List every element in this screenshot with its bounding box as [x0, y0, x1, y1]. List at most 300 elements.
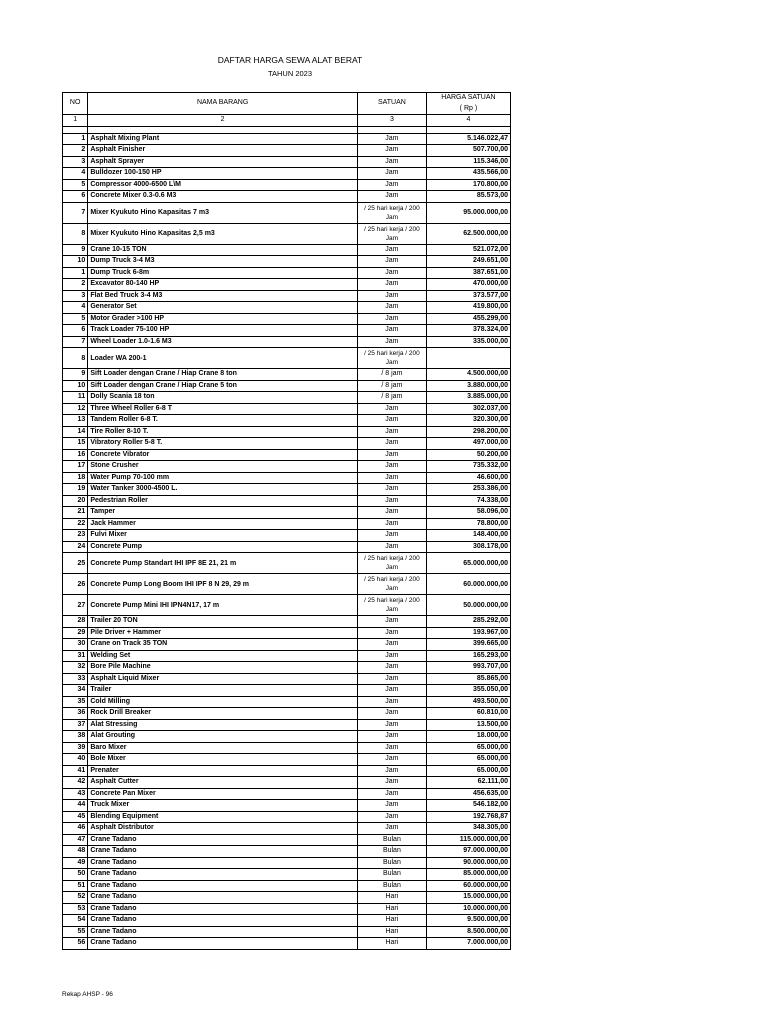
row-price: 387.651,00	[426, 267, 510, 279]
table-row	[63, 495, 511, 507]
table-row	[63, 834, 511, 846]
row-price: 115.346,00	[426, 156, 510, 168]
row-no: 6	[63, 325, 88, 337]
row-no: 32	[63, 662, 88, 674]
row-unit: Jam	[357, 708, 426, 720]
row-name: Wheel Loader 1.0-1.6 M3	[88, 336, 358, 348]
row-unit: Jam	[357, 685, 426, 697]
table-row	[63, 777, 511, 789]
row-no: 26	[63, 574, 88, 595]
row-price: 4.500.000,00	[426, 369, 510, 381]
table-row	[63, 846, 511, 858]
row-no: 53	[63, 903, 88, 915]
row-price: 5.146.022,47	[426, 133, 510, 145]
row-unit: Jam	[357, 313, 426, 325]
table-row	[63, 595, 511, 616]
row-price: 249.651,00	[426, 256, 510, 268]
row-price: 493.500,00	[426, 696, 510, 708]
row-name: Pedestrian Roller	[88, 495, 358, 507]
col-index-2: 2	[88, 115, 358, 127]
row-no: 50	[63, 869, 88, 881]
row-name: Three Wheel Roller 6-8 T	[88, 403, 358, 415]
row-price: 253.386,00	[426, 484, 510, 496]
row-name: Blending Equipment	[88, 811, 358, 823]
row-name: Fulvi Mixer	[88, 530, 358, 542]
row-no: 16	[63, 449, 88, 461]
row-unit: Jam	[357, 403, 426, 415]
row-name: Rock Drill Breaker	[88, 708, 358, 720]
table-row	[63, 915, 511, 927]
row-name: Tamper	[88, 507, 358, 519]
row-name: Stone Crusher	[88, 461, 358, 473]
row-price: 85.573,00	[426, 191, 510, 203]
row-unit: / 25 hari kerja / 200 Jam	[357, 223, 426, 244]
table-row	[63, 290, 511, 302]
table-row	[63, 742, 511, 754]
row-name: Compressor 4000-6500 L\M	[88, 179, 358, 191]
row-no: 9	[63, 369, 88, 381]
table-row	[63, 449, 511, 461]
spacer-cell	[88, 126, 358, 133]
row-no: 14	[63, 426, 88, 438]
row-price: 15.000.000,00	[426, 892, 510, 904]
row-unit: Jam	[357, 325, 426, 337]
row-name: Sift Loader dengan Crane / Hiap Crane 8 ton	[88, 369, 358, 381]
row-unit: Jam	[357, 731, 426, 743]
row-unit: Jam	[357, 541, 426, 553]
table-row	[63, 673, 511, 685]
row-price: 302.037,00	[426, 403, 510, 415]
row-no: 7	[63, 336, 88, 348]
row-no: 23	[63, 530, 88, 542]
row-unit: Hari	[357, 915, 426, 927]
row-price: 95.000.000,00	[426, 202, 510, 223]
row-name: Crane Tadano	[88, 834, 358, 846]
row-name: Concrete Pump Standart IHI IPF 8E 21, 21 m	[88, 553, 358, 574]
table-row	[63, 244, 511, 256]
table-row	[63, 461, 511, 473]
row-unit: / 25 hari kerja / 200 Jam	[357, 348, 426, 369]
table-row	[63, 369, 511, 381]
row-unit: Bulan	[357, 846, 426, 858]
row-name: Baro Mixer	[88, 742, 358, 754]
row-unit: Jam	[357, 133, 426, 145]
row-no: 13	[63, 415, 88, 427]
row-name: Crane 10-15 TON	[88, 244, 358, 256]
row-unit: Jam	[357, 244, 426, 256]
row-name: Crane Tadano	[88, 880, 358, 892]
table-row	[63, 380, 511, 392]
row-no: 46	[63, 823, 88, 835]
row-no: 29	[63, 627, 88, 639]
row-name: Crane Tadano	[88, 915, 358, 927]
row-unit: / 8 jam	[357, 392, 426, 404]
row-name: Asphalt Distributor	[88, 823, 358, 835]
table-row	[63, 754, 511, 766]
table-row	[63, 191, 511, 203]
row-unit: Jam	[357, 495, 426, 507]
row-name: Alat Grouting	[88, 731, 358, 743]
row-no: 19	[63, 484, 88, 496]
row-no: 3	[63, 290, 88, 302]
row-no: 1	[63, 267, 88, 279]
row-unit: Hari	[357, 892, 426, 904]
row-no: 54	[63, 915, 88, 927]
row-price: 373.577,00	[426, 290, 510, 302]
table-row	[63, 823, 511, 835]
row-name: Cold Milling	[88, 696, 358, 708]
table-row	[63, 731, 511, 743]
row-no: 10	[63, 256, 88, 268]
row-price: 148.400,00	[426, 530, 510, 542]
row-name: Asphalt Sprayer	[88, 156, 358, 168]
spacer-cell	[357, 126, 426, 133]
row-price: 298.200,00	[426, 426, 510, 438]
table-row	[63, 541, 511, 553]
row-no: 37	[63, 719, 88, 731]
row-name: Asphalt Cutter	[88, 777, 358, 789]
table-row	[63, 857, 511, 869]
row-price: 62.500.000,00	[426, 223, 510, 244]
row-price: 9.500.000,00	[426, 915, 510, 927]
row-name: Water Pump 70-100 mm	[88, 472, 358, 484]
table-row	[63, 267, 511, 279]
row-price: 546.182,00	[426, 800, 510, 812]
row-no: 45	[63, 811, 88, 823]
row-price	[426, 348, 510, 369]
row-unit: Jam	[357, 279, 426, 291]
row-no: 17	[63, 461, 88, 473]
row-price: 50.200,00	[426, 449, 510, 461]
row-no: 41	[63, 765, 88, 777]
row-unit: Jam	[357, 662, 426, 674]
row-price: 355.050,00	[426, 685, 510, 697]
row-name: Vibratory Roller 5-8 T.	[88, 438, 358, 450]
row-unit: Jam	[357, 156, 426, 168]
document-subtitle: TAHUN 2023	[267, 69, 313, 78]
row-unit: Jam	[357, 472, 426, 484]
table-row	[63, 392, 511, 404]
row-name: Concrete Vibrator	[88, 449, 358, 461]
row-no: 8	[63, 223, 88, 244]
row-no: 35	[63, 696, 88, 708]
table-row	[63, 708, 511, 720]
row-price: 378.324,00	[426, 325, 510, 337]
row-no: 8	[63, 348, 88, 369]
table-row	[63, 685, 511, 697]
row-no: 5	[63, 313, 88, 325]
row-price: 74.338,00	[426, 495, 510, 507]
row-unit: Jam	[357, 415, 426, 427]
row-unit: Jam	[357, 168, 426, 180]
table-row	[63, 696, 511, 708]
spacer-row	[63, 126, 511, 133]
row-unit: Jam	[357, 530, 426, 542]
table-body	[63, 133, 511, 949]
table-row	[63, 903, 511, 915]
row-price: 399.665,00	[426, 639, 510, 651]
row-price: 335.000,00	[426, 336, 510, 348]
row-no: 51	[63, 880, 88, 892]
header-price-line1: HARGA SATUAN	[441, 94, 496, 101]
table-row	[63, 650, 511, 662]
row-unit: Jam	[357, 811, 426, 823]
row-unit: Jam	[357, 461, 426, 473]
row-unit: Jam	[357, 616, 426, 628]
row-unit: Jam	[357, 484, 426, 496]
row-price: 85.000.000,00	[426, 869, 510, 881]
table-row	[63, 507, 511, 519]
row-price: 60.000.000,00	[426, 880, 510, 892]
row-unit: Jam	[357, 650, 426, 662]
table-row	[63, 869, 511, 881]
row-unit: Jam	[357, 290, 426, 302]
row-no: 9	[63, 244, 88, 256]
row-price: 60.000.000,00	[426, 574, 510, 595]
row-name: Tire Roller 8-10 T.	[88, 426, 358, 438]
row-unit: Jam	[357, 145, 426, 157]
row-unit: Jam	[357, 426, 426, 438]
table-row	[63, 472, 511, 484]
row-unit: Jam	[357, 765, 426, 777]
row-name: Excavator 80-140 HP	[88, 279, 358, 291]
table-row	[63, 938, 511, 950]
row-name: Water Tanker 3000-4500 L.	[88, 484, 358, 496]
row-price: 50.000.000,00	[426, 595, 510, 616]
row-price: 65.000,00	[426, 754, 510, 766]
table-row	[63, 574, 511, 595]
row-no: 2	[63, 145, 88, 157]
row-unit: Hari	[357, 938, 426, 950]
table-row	[63, 415, 511, 427]
row-no: 42	[63, 777, 88, 789]
row-no: 31	[63, 650, 88, 662]
row-name: Crane Tadano	[88, 926, 358, 938]
row-no: 48	[63, 846, 88, 858]
row-unit: Jam	[357, 256, 426, 268]
row-price: 735.332,00	[426, 461, 510, 473]
table-row	[63, 336, 511, 348]
table-row	[63, 616, 511, 628]
table-row	[63, 800, 511, 812]
row-name: Alat Stressing	[88, 719, 358, 731]
row-price: 455.299,00	[426, 313, 510, 325]
row-name: Mixer Kyukuto Hino Kapasitas 2,5 m3	[88, 223, 358, 244]
row-unit: Jam	[357, 449, 426, 461]
row-unit: Jam	[357, 673, 426, 685]
row-name: Pile Driver + Hammer	[88, 627, 358, 639]
row-unit: Jam	[357, 777, 426, 789]
row-no: 52	[63, 892, 88, 904]
price-table	[62, 92, 511, 950]
table-row	[63, 627, 511, 639]
row-unit: / 25 hari kerja / 200 Jam	[357, 595, 426, 616]
row-price: 170.800,00	[426, 179, 510, 191]
row-price: 308.178,00	[426, 541, 510, 553]
row-name: Concrete Pan Mixer	[88, 788, 358, 800]
row-no: 15	[63, 438, 88, 450]
row-name: Crane Tadano	[88, 857, 358, 869]
row-name: Asphalt Mixing Plant	[88, 133, 358, 145]
row-no: 12	[63, 403, 88, 415]
row-no: 27	[63, 595, 88, 616]
row-unit: Hari	[357, 903, 426, 915]
row-no: 44	[63, 800, 88, 812]
row-price: 419.800,00	[426, 302, 510, 314]
row-unit: / 25 hari kerja / 200 Jam	[357, 202, 426, 223]
table-row	[63, 179, 511, 191]
table-row	[63, 223, 511, 244]
table-row	[63, 719, 511, 731]
row-no: 22	[63, 518, 88, 530]
row-name: Crane Tadano	[88, 869, 358, 881]
row-price: 90.000.000,00	[426, 857, 510, 869]
row-name: Concrete Pump	[88, 541, 358, 553]
row-name: Asphalt Liquid Mixer	[88, 673, 358, 685]
row-name: Bulldozer 100-150 HP	[88, 168, 358, 180]
row-price: 165.293,00	[426, 650, 510, 662]
col-index-4: 4	[426, 115, 510, 127]
page-footer: Rekap AHSP - 96	[62, 991, 113, 998]
table-row	[63, 202, 511, 223]
row-unit: / 25 hari kerja / 200 Jam	[357, 553, 426, 574]
row-price: 192.768,87	[426, 811, 510, 823]
table-row	[63, 484, 511, 496]
table-row	[63, 553, 511, 574]
table-header-row	[63, 93, 511, 115]
row-price: 10.000.000,00	[426, 903, 510, 915]
row-unit: Jam	[357, 823, 426, 835]
column-index-row	[63, 115, 511, 127]
row-name: Trailer	[88, 685, 358, 697]
row-price: 507.700,00	[426, 145, 510, 157]
row-name: Crane Tadano	[88, 846, 358, 858]
row-price: 97.000.000,00	[426, 846, 510, 858]
row-unit: Jam	[357, 336, 426, 348]
row-name: Crane Tadano	[88, 903, 358, 915]
row-price: 285.292,00	[426, 616, 510, 628]
table-row	[63, 256, 511, 268]
row-no: 10	[63, 380, 88, 392]
table-row	[63, 880, 511, 892]
row-name: Motor Grader >100 HP	[88, 313, 358, 325]
row-price: 18.000,00	[426, 731, 510, 743]
header-unit: SATUAN	[357, 93, 426, 115]
row-unit: Jam	[357, 639, 426, 651]
row-unit: Jam	[357, 438, 426, 450]
row-name: Trailer 20 TON	[88, 616, 358, 628]
header-no: NO	[63, 93, 88, 115]
row-price: 435.566,00	[426, 168, 510, 180]
table-row	[63, 403, 511, 415]
row-unit: / 25 hari kerja / 200 Jam	[357, 574, 426, 595]
row-price: 78.800,00	[426, 518, 510, 530]
row-unit: Jam	[357, 754, 426, 766]
row-unit: Jam	[357, 179, 426, 191]
row-no: 33	[63, 673, 88, 685]
header-price	[426, 93, 510, 115]
row-unit: Jam	[357, 191, 426, 203]
row-price: 993.707,00	[426, 662, 510, 674]
table-row	[63, 325, 511, 337]
row-no: 56	[63, 938, 88, 950]
row-no: 4	[63, 302, 88, 314]
row-price: 3.880.000,00	[426, 380, 510, 392]
row-name: Prenater	[88, 765, 358, 777]
row-no: 5	[63, 179, 88, 191]
row-price: 7.000.000,00	[426, 938, 510, 950]
row-name: Loader WA 200-1	[88, 348, 358, 369]
table-row	[63, 530, 511, 542]
row-name: Dump Truck 6-8m	[88, 267, 358, 279]
table-row	[63, 892, 511, 904]
col-index-1: 1	[63, 115, 88, 127]
row-price: 65.000,00	[426, 765, 510, 777]
row-unit: Hari	[357, 926, 426, 938]
row-no: 36	[63, 708, 88, 720]
row-unit: Jam	[357, 302, 426, 314]
row-no: 7	[63, 202, 88, 223]
table-row	[63, 348, 511, 369]
table-row	[63, 313, 511, 325]
row-no: 39	[63, 742, 88, 754]
row-price: 521.072,00	[426, 244, 510, 256]
row-no: 2	[63, 279, 88, 291]
row-unit: Bulan	[357, 834, 426, 846]
row-unit: Jam	[357, 800, 426, 812]
row-name: Crane on Track 35 TON	[88, 639, 358, 651]
table-row	[63, 426, 511, 438]
table-row	[63, 168, 511, 180]
row-name: Concrete Mixer 0.3-0.6 M3	[88, 191, 358, 203]
row-price: 60.810,00	[426, 708, 510, 720]
row-unit: Bulan	[357, 857, 426, 869]
row-unit: Jam	[357, 507, 426, 519]
row-price: 65.000.000,00	[426, 553, 510, 574]
row-name: Sift Loader dengan Crane / Hiap Crane 5 ton	[88, 380, 358, 392]
row-name: Bole Mixer	[88, 754, 358, 766]
row-unit: Jam	[357, 518, 426, 530]
row-price: 115.000.000,00	[426, 834, 510, 846]
document-title: DAFTAR HARGA SEWA ALAT BERAT	[217, 55, 363, 65]
row-no: 24	[63, 541, 88, 553]
row-price: 470.000,00	[426, 279, 510, 291]
row-no: 6	[63, 191, 88, 203]
table-row	[63, 156, 511, 168]
table-row	[63, 302, 511, 314]
row-name: Dolly Scania 18 ton	[88, 392, 358, 404]
table-row	[63, 662, 511, 674]
row-name: Flat Bed Truck 3-4 M3	[88, 290, 358, 302]
row-unit: / 8 jam	[357, 380, 426, 392]
row-unit: Jam	[357, 267, 426, 279]
row-name: Track Loader 75-100 HP	[88, 325, 358, 337]
table-row	[63, 438, 511, 450]
row-price: 65.000,00	[426, 742, 510, 754]
row-name: Dump Truck 3-4 M3	[88, 256, 358, 268]
row-no: 34	[63, 685, 88, 697]
row-no: 28	[63, 616, 88, 628]
row-no: 21	[63, 507, 88, 519]
row-price: 62.111,00	[426, 777, 510, 789]
row-price: 456.635,00	[426, 788, 510, 800]
row-unit: Bulan	[357, 880, 426, 892]
row-price: 46.600,00	[426, 472, 510, 484]
row-price: 497.000,00	[426, 438, 510, 450]
row-name: Crane Tadano	[88, 892, 358, 904]
table-row	[63, 926, 511, 938]
table-row	[63, 279, 511, 291]
